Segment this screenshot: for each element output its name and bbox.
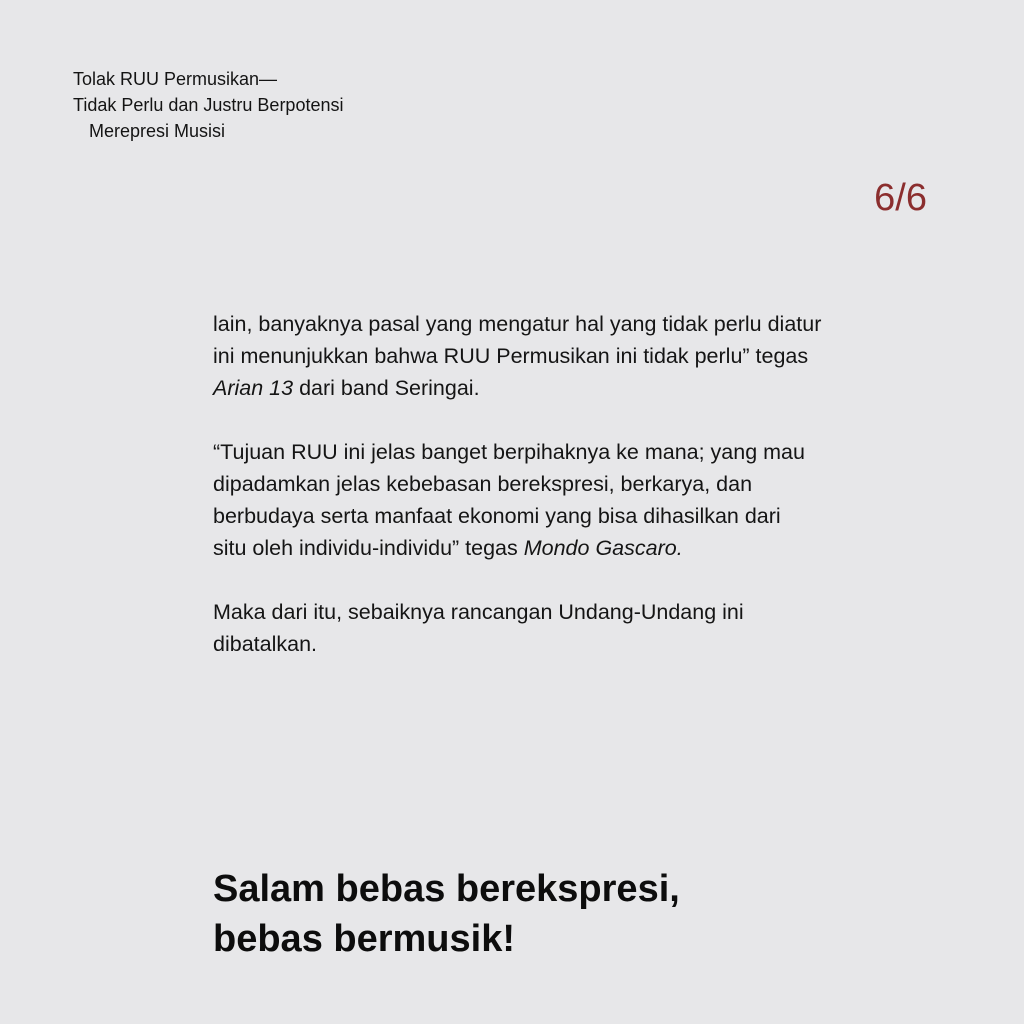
- header-title-line-1: Tolak RUU Permusikan—: [73, 69, 278, 89]
- paragraph-2-line-3: berbudaya serta manfaat ekonomi yang bisa dihasilkan dari: [213, 504, 781, 528]
- closing-statement: [213, 864, 680, 964]
- paragraph-2: [213, 436, 963, 564]
- quoted-person-name: Mondo Gascaro.: [523, 536, 683, 560]
- paragraph-3-line-1: Maka dari itu, sebaiknya rancangan Undang-Undang ini: [213, 600, 744, 624]
- paragraph-1-line-3: [213, 372, 963, 404]
- header-title-line-3: Merepresi Musisi: [89, 121, 226, 141]
- paragraph-3: [213, 596, 963, 660]
- closing-line-2: bebas bermusik!: [213, 918, 515, 960]
- paragraph-2-line-4: [213, 532, 963, 564]
- paragraph-1-line-3-rest: dari band Seringai.: [293, 376, 480, 400]
- paragraph-3-line-2: dibatalkan.: [213, 632, 317, 656]
- paragraph-2-line-4-text: situ oleh individu-individu” tegas: [213, 536, 524, 560]
- paragraph-1-line-1: lain, banyaknya pasal yang mengatur hal yang tidak perlu diatur: [213, 312, 822, 336]
- page-number: 6/6: [874, 177, 927, 219]
- quoted-person-name: Arian 13: [213, 376, 294, 400]
- header-title: [73, 66, 343, 144]
- paragraph-1-line-2: ini menunjukkan bahwa RUU Permusikan ini tidak perlu” tegas: [213, 344, 809, 368]
- header-title-line-2: Tidak Perlu dan Justru Berpotensi: [73, 95, 344, 115]
- paragraph-2-line-1: “Tujuan RUU ini jelas banget berpihaknya ke mana; yang mau: [213, 440, 805, 464]
- paragraph-1: [213, 308, 963, 404]
- paragraph-2-line-2: dipadamkan jelas kebebasan berekspresi, berkarya, dan: [213, 472, 753, 496]
- body-text: [213, 308, 963, 692]
- closing-line-1: Salam bebas berekspresi,: [213, 868, 680, 910]
